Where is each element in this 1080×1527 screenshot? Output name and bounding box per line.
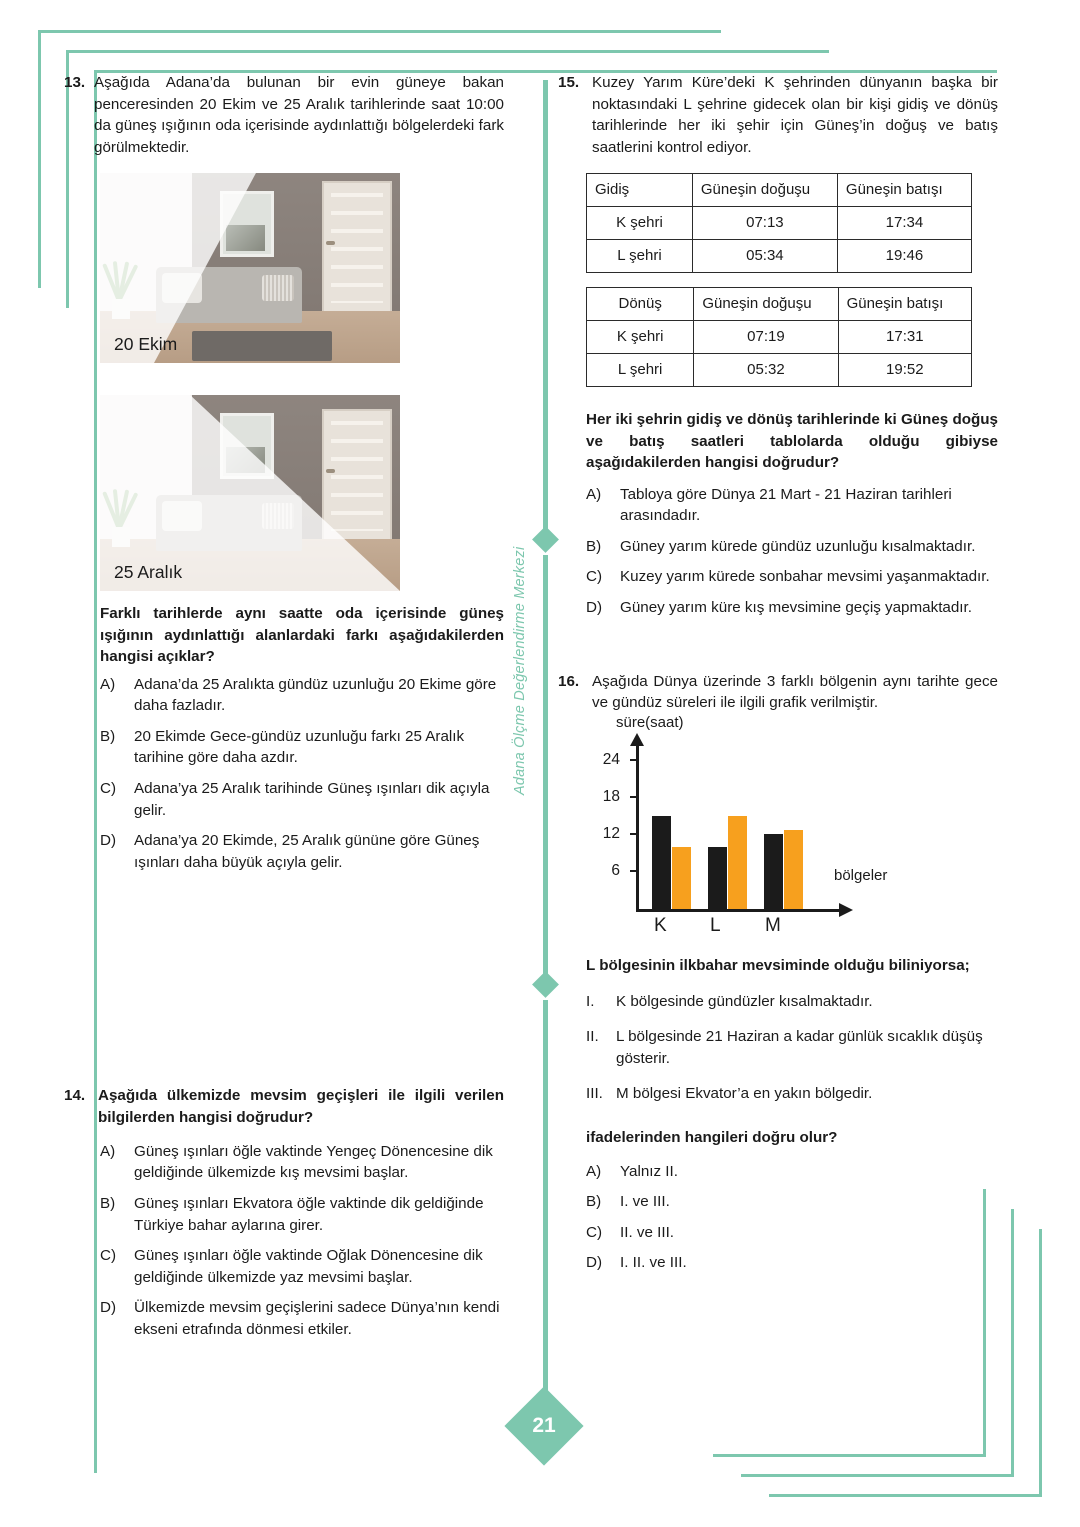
option-b-key: B) xyxy=(586,1193,602,1211)
x-tick-label-k: K xyxy=(654,915,667,937)
statement-i-text: K bölgesinde gündüzler kısalmaktadır. xyxy=(616,992,873,1010)
option-c-key: C) xyxy=(586,568,603,586)
statement-ii-text: L bölgesinde 21 Haziran a kadar günlük sıcaklık düşüş gösterir. xyxy=(616,1028,983,1067)
question-15-options xyxy=(586,484,998,619)
question-15-stem: Her iki şehrin gidiş ve dönüş tarihlerinde ki Güneş doğuş ve batış saatleri tablolarda olduğu gibiyse aşağıdakilerden hangisi doğrudur? xyxy=(586,410,998,472)
option-a[interactable] xyxy=(100,1141,504,1184)
page-number-badge xyxy=(504,1386,583,1465)
cell-city: K şehri xyxy=(587,320,694,353)
column-divider-middle xyxy=(543,555,548,980)
question-13 xyxy=(64,72,504,873)
question-16-statements xyxy=(586,991,998,1105)
cell-sunrise: 07:19 xyxy=(694,320,838,353)
cell-city: L şehri xyxy=(587,353,694,386)
divider-diamond-lower xyxy=(532,971,559,998)
x-axis xyxy=(636,909,841,912)
option-d[interactable] xyxy=(586,597,998,619)
question-16-options xyxy=(586,1161,998,1274)
question-15-number: 15. xyxy=(558,74,580,91)
y-tick-label-18: 18 xyxy=(602,788,620,806)
header-sunset: Güneşin batışı xyxy=(837,173,971,206)
statement-i xyxy=(586,991,998,1013)
option-c-key: C) xyxy=(586,1223,603,1241)
header-sunset: Güneşin batışı xyxy=(838,287,971,320)
option-b-text: I. ve III. xyxy=(620,1193,670,1211)
option-b[interactable] xyxy=(586,536,998,558)
option-b-key: B) xyxy=(586,537,602,555)
question-15-header xyxy=(558,72,998,159)
header-donus: Dönüş xyxy=(587,287,694,320)
option-d-key: D) xyxy=(100,832,117,850)
bar-k-day xyxy=(672,847,691,909)
question-16-stem: L bölgesinin ilkbahar mevsiminde olduğu biliniyorsa; xyxy=(586,957,970,975)
bar-k-night xyxy=(652,816,671,909)
bar-m-night xyxy=(764,834,783,909)
bar-l-night xyxy=(708,847,727,909)
y-tick-label-12: 12 xyxy=(602,825,620,843)
option-a[interactable] xyxy=(586,484,998,527)
room-door xyxy=(322,181,392,313)
cell-city: L şehri xyxy=(587,239,693,272)
question-16-text: Aşağıda Dünya üzerinde 3 farklı bölgenin aynı tarihte gece ve gündüz süreleri ile ilgili grafik verilmiştir. xyxy=(592,672,998,712)
option-c[interactable] xyxy=(586,1222,998,1244)
option-a[interactable] xyxy=(586,1161,998,1183)
daylight-bar-chart xyxy=(586,739,926,951)
y-tick-mark-18 xyxy=(630,796,638,798)
option-d-text: Adana’ya 20 Ekimde, 25 Aralık gününe göre Güneş ışınları daha büyük açıyla gelir. xyxy=(134,832,480,871)
table-row xyxy=(587,239,972,272)
option-c[interactable] xyxy=(586,566,998,588)
room-rug xyxy=(192,331,332,361)
table-row-header xyxy=(587,287,972,320)
table-row xyxy=(587,353,972,386)
column-divider-top xyxy=(543,80,548,535)
publisher-credit: Adana Ölçme Değerlendirme Merkezi xyxy=(512,546,528,795)
option-d[interactable] xyxy=(586,1252,998,1274)
room-door xyxy=(322,409,392,541)
option-a-key: A) xyxy=(586,485,602,503)
cell-sunset: 17:31 xyxy=(838,320,971,353)
x-tick-label-l: L xyxy=(710,915,721,937)
room-photo-october xyxy=(100,173,400,363)
question-16 xyxy=(558,671,998,1274)
cell-sunrise: 05:32 xyxy=(694,353,838,386)
table-gidis xyxy=(586,173,972,273)
sofa-pillow xyxy=(262,275,294,301)
cell-sunrise: 05:34 xyxy=(692,239,837,272)
question-16-number: 16. xyxy=(558,672,580,690)
chart-y-axis-title: süre(saat) xyxy=(616,714,684,732)
bar-m-day xyxy=(784,830,803,909)
question-14-header xyxy=(64,1085,504,1128)
column-divider-bottom xyxy=(543,1000,548,1400)
cell-sunset: 19:46 xyxy=(837,239,971,272)
cell-sunrise: 07:13 xyxy=(692,206,837,239)
option-b-key: B) xyxy=(100,1194,116,1212)
statement-iii xyxy=(586,1083,998,1105)
cell-city: K şehri xyxy=(587,206,693,239)
door-knob-icon xyxy=(326,469,335,473)
table-row xyxy=(587,206,972,239)
option-d-text: Güney yarım küre kış mevsimine geçiş yapmaktadır. xyxy=(620,598,972,616)
option-a-key: A) xyxy=(100,675,116,693)
question-14 xyxy=(64,1085,504,1340)
statement-iii-text: M bölgesi Ekvator’a en yakın bölgedir. xyxy=(616,1085,873,1103)
header-sunrise: Güneşin doğuşu xyxy=(692,173,837,206)
option-a-text: Güneş ışınları öğle vaktinde Yengeç Dönencesine dik geldiğinde ülkemizde kış mevsimi başlar. xyxy=(134,1142,493,1182)
right-column xyxy=(558,72,998,1284)
x-tick-label-m: M xyxy=(765,915,781,937)
y-axis xyxy=(636,745,639,911)
option-c[interactable] xyxy=(100,778,504,821)
option-b-key: B) xyxy=(100,727,116,745)
option-a-key: A) xyxy=(100,1142,116,1160)
x-axis-arrow-icon xyxy=(839,903,853,917)
option-b[interactable] xyxy=(100,726,504,769)
statement-iii-key: III. xyxy=(586,1085,603,1103)
page-number: 21 xyxy=(532,1414,556,1437)
cell-sunset: 17:34 xyxy=(837,206,971,239)
cell-sunset: 19:52 xyxy=(838,353,971,386)
question-13-images xyxy=(100,173,504,591)
option-d-key: D) xyxy=(586,1254,603,1272)
chart-x-axis-title: bölgeler xyxy=(834,867,888,885)
door-knob-icon xyxy=(326,241,335,245)
option-a-text: Yalnız II. xyxy=(620,1162,678,1180)
question-13-header xyxy=(64,72,504,159)
question-16-header xyxy=(558,671,998,714)
left-column xyxy=(64,72,504,1350)
header-sunrise: Güneşin doğuşu xyxy=(694,287,838,320)
option-c[interactable] xyxy=(100,1245,504,1288)
option-a-key: A) xyxy=(586,1162,602,1180)
statement-ii xyxy=(586,1026,998,1069)
option-c-text: II. ve III. xyxy=(620,1223,675,1241)
question-15-text: Kuzey Yarım Küre’deki K şehrinden dünyanın başka bir noktasındaki L şehrine gidecek olan bir kişi gidiş ve dönüş tarihlerinde her iki şehir için Güneş’in doğuş ve batış saatlerini kontrol ediyor. xyxy=(592,74,998,157)
option-a[interactable] xyxy=(100,674,504,717)
room-photo-december-label: 25 Aralık xyxy=(114,561,183,582)
option-d-text: I. II. ve III. xyxy=(620,1254,687,1272)
option-b[interactable] xyxy=(100,1193,504,1236)
question-16-prompt: ifadelerinden hangileri doğru olur? xyxy=(586,1128,838,1146)
table-donus xyxy=(586,287,972,387)
question-14-number: 14. xyxy=(64,1087,86,1105)
option-d-text: Ülkemizde mevsim geçişlerini sadece Dünya’nın kendi ekseni etrafında dönmesi etkiler. xyxy=(134,1299,500,1338)
header-gidis: Gidiş xyxy=(587,173,693,206)
y-tick-label-6: 6 xyxy=(611,862,620,880)
option-d-key: D) xyxy=(100,1299,117,1317)
question-13-options xyxy=(100,674,504,874)
room-photo-december xyxy=(100,395,400,591)
option-a-text: Adana’da 25 Aralıkta gündüz uzunluğu 20 Ekime göre daha fazladır. xyxy=(134,675,497,715)
statement-i-key: I. xyxy=(586,992,595,1010)
option-a-text: Tabloya göre Dünya 21 Mart - 21 Haziran tarihleri arasındadır. xyxy=(620,485,952,525)
option-b-text: Güney yarım kürede gündüz uzunluğu kısalmaktadır. xyxy=(620,537,976,555)
option-b-text: Güneş ışınları Ekvatora öğle vaktinde dik geldiğinde Türkiye bahar aylarına girer. xyxy=(134,1194,484,1234)
option-d[interactable] xyxy=(100,1297,504,1340)
y-tick-mark-24 xyxy=(630,759,638,761)
option-c-key: C) xyxy=(100,779,117,797)
option-c-text: Kuzey yarım kürede sonbahar mevsimi yaşanmaktadır. xyxy=(620,568,990,586)
question-13-text: Aşağıda Adana’da bulunan bir evin güneye bakan penceresinden 20 Ekim ve 25 Aralık tarihlerinde saat 10:00 da güneş ışığının oda içerisinde aydınlattığı bölgelerdeki fark görülmektedir. xyxy=(94,74,504,157)
option-c-text: Adana’ya 25 Aralık tarihinde Güneş ışınları dik açıyla gelir. xyxy=(134,779,490,819)
option-b-text: 20 Ekimde Gece-gündüz uzunluğu farkı 25 Aralık tarihine göre daha azdır. xyxy=(134,727,465,767)
statement-ii-key: II. xyxy=(586,1028,599,1046)
question-13-stem: Farklı tarihlerde aynı saatte oda içerisinde güneş ışığının aydınlattığı alanlardaki farkı aşağıdakilerden hangisi açıklar? xyxy=(100,604,504,666)
table-row xyxy=(587,320,972,353)
y-tick-mark-12 xyxy=(630,833,638,835)
bar-l-day xyxy=(728,816,747,909)
question-14-options xyxy=(100,1141,504,1341)
divider-diamond-upper xyxy=(532,526,559,553)
question-15 xyxy=(558,72,998,619)
y-tick-mark-6 xyxy=(630,870,638,872)
option-c-text: Güneş ışınları öğle vaktinde Oğlak Dönencesine dik geldiğinde ülkemizde yaz mevsimi başlar. xyxy=(134,1247,483,1286)
table-row-header xyxy=(587,173,972,206)
option-d[interactable] xyxy=(100,830,504,873)
question-13-number: 13. xyxy=(64,74,86,91)
option-d-key: D) xyxy=(586,598,603,616)
room-photo-october-label: 20 Ekim xyxy=(114,333,178,354)
y-tick-label-24: 24 xyxy=(602,751,620,769)
option-b[interactable] xyxy=(586,1191,998,1213)
option-c-key: C) xyxy=(100,1247,117,1265)
question-14-stem: Aşağıda ülkemizde mevsim geçişleri ile ilgili verilen bilgilerden hangisi doğrudur? xyxy=(98,1087,504,1127)
